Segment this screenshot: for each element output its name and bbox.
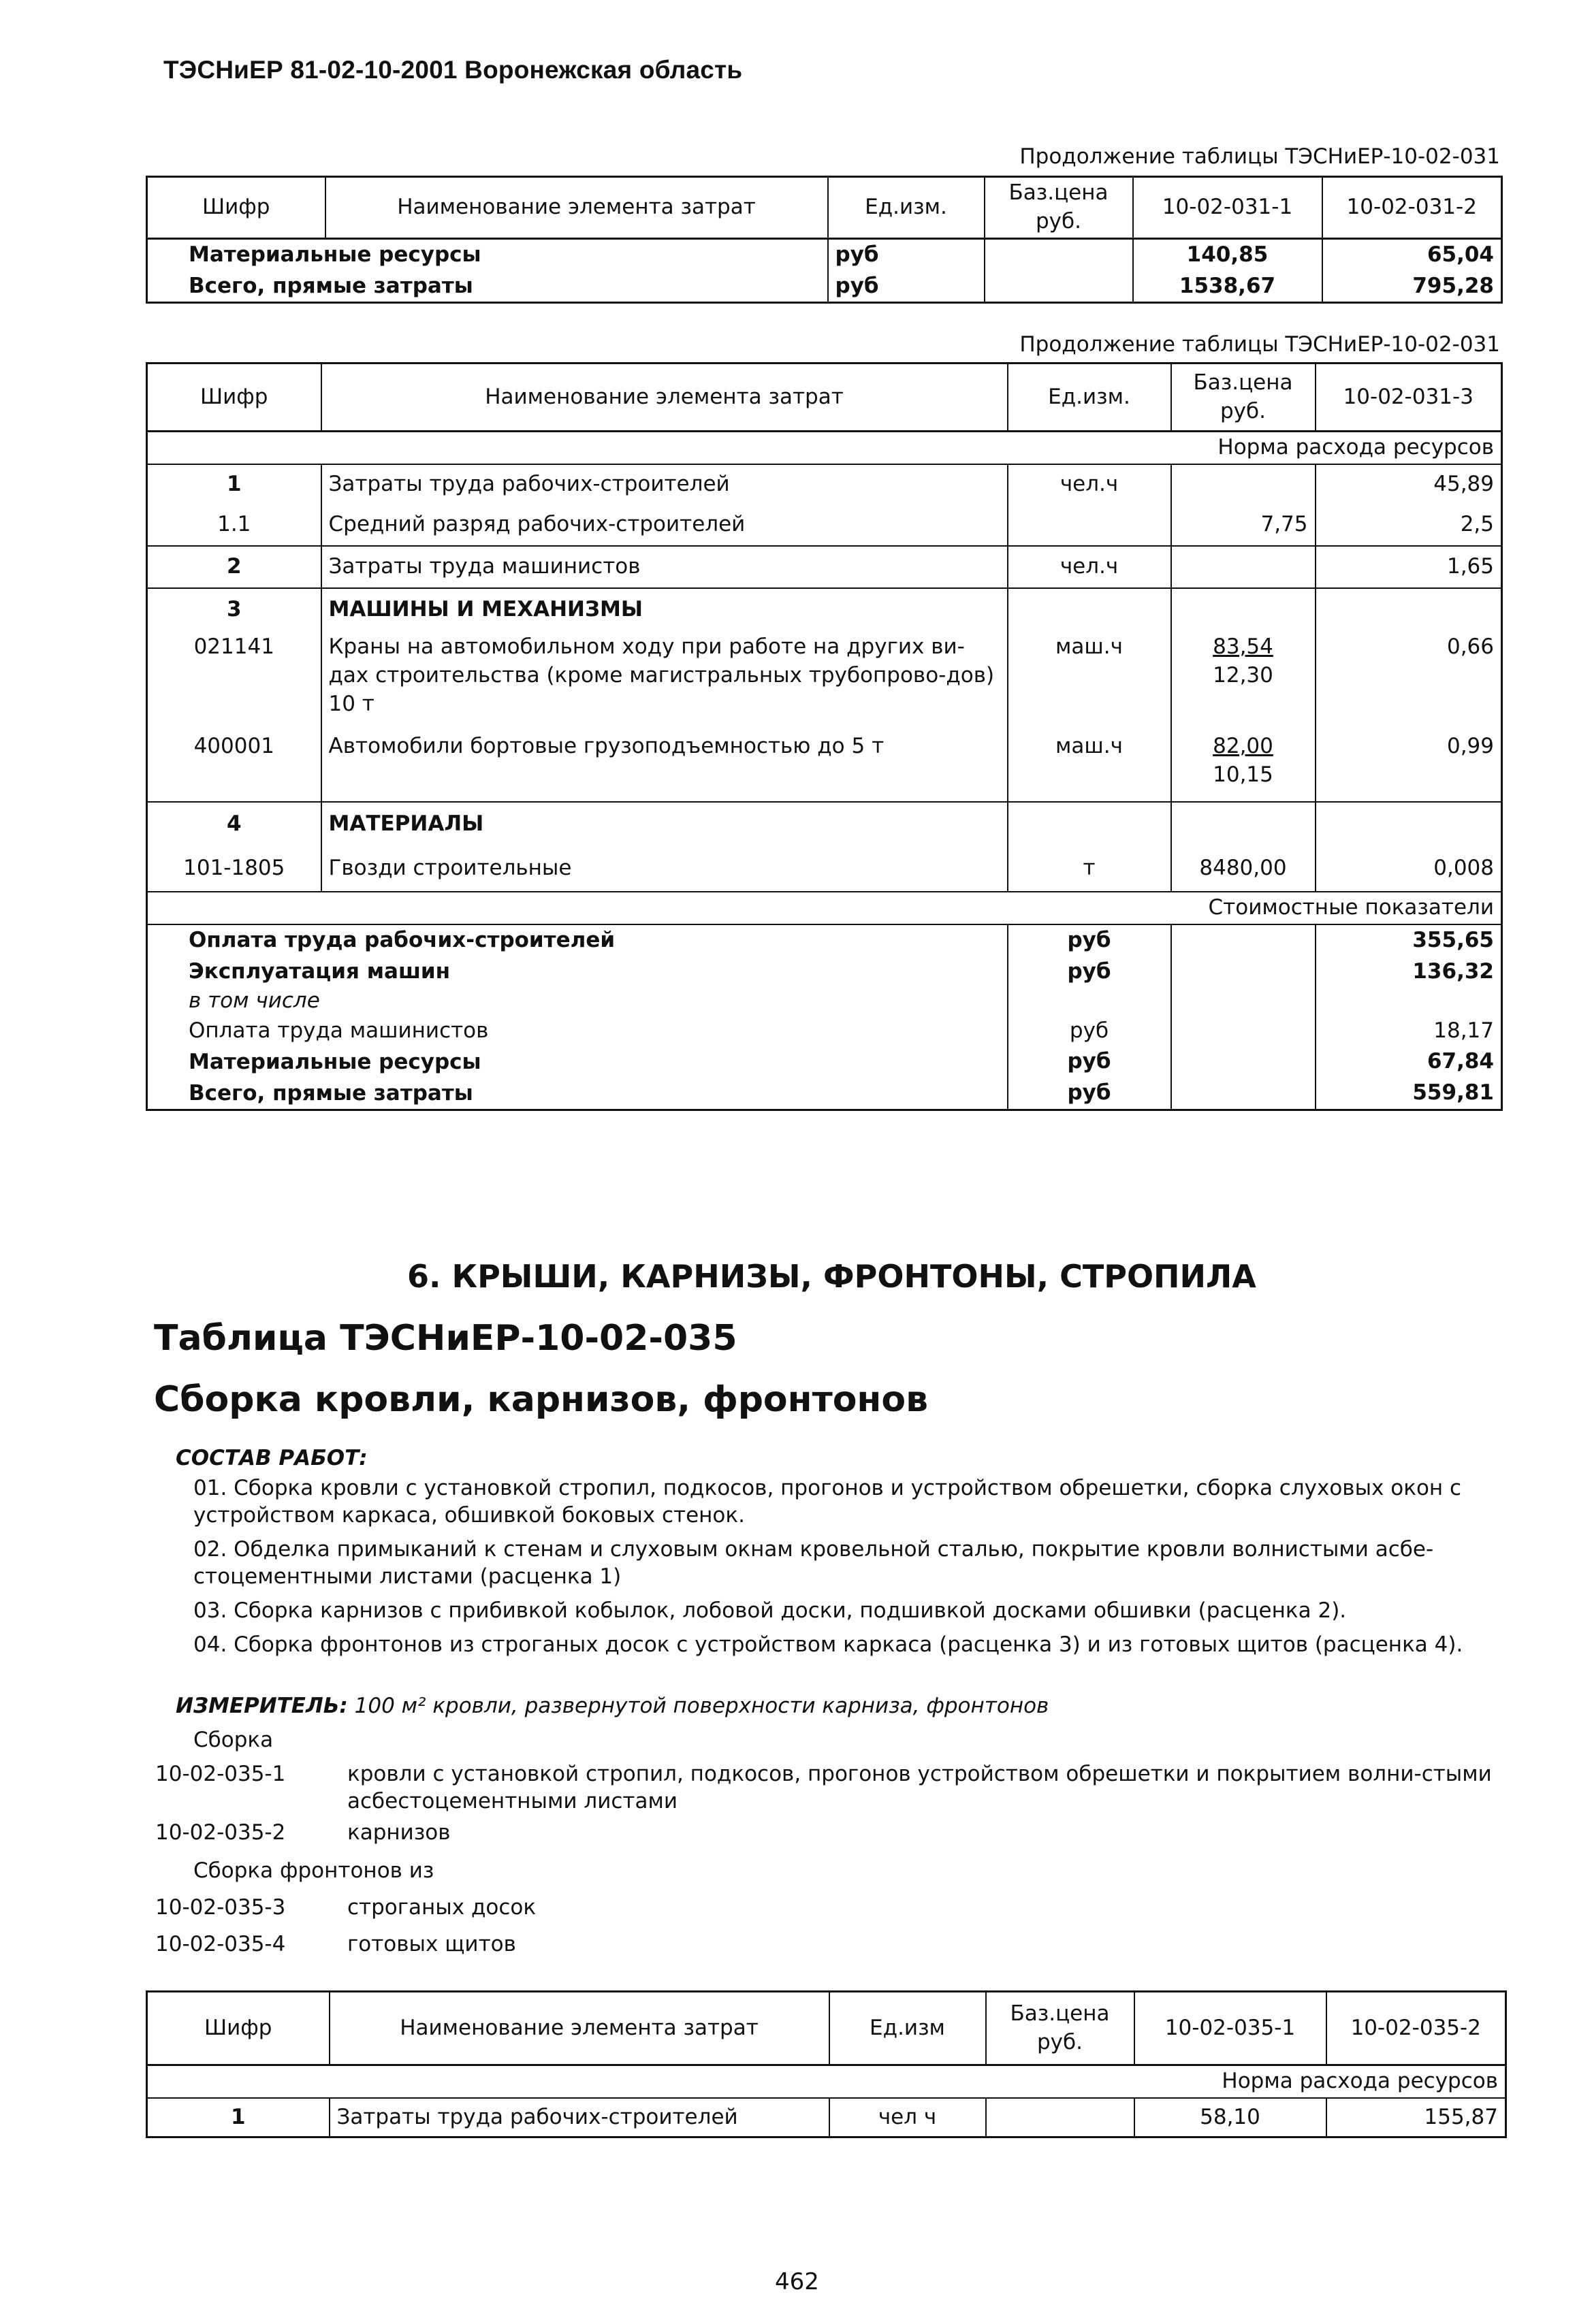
norm-label: Норма расхода ресурсов xyxy=(147,432,1502,464)
meter-text: 100 м² кровли, развернутой поверхности карниза, фронтонов xyxy=(354,1694,1049,1718)
price-sub: 10,15 xyxy=(1213,762,1273,787)
row-unit: руб xyxy=(828,238,985,270)
row-name: Оплата труда машинистов xyxy=(147,1016,1008,1047)
item-text: готовых щитов xyxy=(347,1932,516,1956)
table3-header-row xyxy=(147,1992,1506,2065)
row-unit: маш.ч xyxy=(1008,731,1171,802)
row-value: 0,008 xyxy=(1316,847,1502,892)
row-code: 3 xyxy=(147,588,321,632)
meter-line xyxy=(176,1692,1049,1720)
row-value: 355,65 xyxy=(1316,924,1502,956)
table-row xyxy=(147,847,1502,892)
cost-label: Стоимостные показатели xyxy=(147,892,1502,924)
table-row xyxy=(147,632,1502,731)
page-header: ТЭСНиЕР 81-02-10-2001 Воронежская область xyxy=(163,56,743,84)
row-price xyxy=(1171,924,1316,956)
table-row xyxy=(147,956,1502,988)
row-unit: чел.ч xyxy=(1008,464,1171,505)
row-price xyxy=(1171,632,1316,731)
table-row xyxy=(147,271,1502,303)
row-value: 67,84 xyxy=(1316,1046,1502,1078)
row-unit: маш.ч xyxy=(1008,632,1171,731)
item-code: 10-02-035-4 xyxy=(155,1932,286,1956)
row-unit: т xyxy=(1008,847,1171,892)
table2-header-row xyxy=(147,364,1502,432)
col-name: Наименование элемента затрат xyxy=(321,364,1008,432)
row-unit: руб xyxy=(1008,924,1171,956)
row-value xyxy=(1316,987,1502,1015)
row-price: 7,75 xyxy=(1171,505,1316,546)
table1-header-row xyxy=(147,177,1502,239)
table-row xyxy=(147,987,1502,1015)
row-name: Средний разряд рабочих-строителей xyxy=(321,505,1008,546)
group-label: Сборка xyxy=(193,1728,274,1752)
row-code: 2 xyxy=(147,546,321,588)
row-unit: руб xyxy=(1008,1016,1171,1047)
row-value xyxy=(1316,588,1502,632)
row-name: в том числе xyxy=(147,987,1008,1015)
row-code: 101-1805 xyxy=(147,847,321,892)
col-code: Шифр xyxy=(147,364,321,432)
table-row xyxy=(147,731,1502,802)
row-name: Эксплуатация машин xyxy=(147,956,1008,988)
row-price xyxy=(985,271,1133,303)
works-label: СОСТАВ РАБОТ: xyxy=(176,1446,368,1470)
col-unit: Ед.изм. xyxy=(1008,364,1171,432)
table-row xyxy=(147,238,1502,270)
row-name: МАТЕРИАЛЫ xyxy=(321,802,1008,847)
row-unit xyxy=(1008,987,1171,1015)
row-unit: чел.ч xyxy=(1008,546,1171,588)
row-value: 1,65 xyxy=(1316,546,1502,588)
row-v1: 58,10 xyxy=(1134,2098,1326,2137)
table1 xyxy=(146,176,1503,304)
col-price: Баз.цена руб. xyxy=(1171,364,1316,432)
group-label: Сборка фронтонов из xyxy=(193,1858,434,1883)
col-name: Наименование элемента затрат xyxy=(325,177,828,239)
row-name: Автомобили бортовые грузоподъемностью до 5 т xyxy=(321,731,1008,802)
row-v2: 795,28 xyxy=(1322,271,1502,303)
col-rate-2: 10-02-031-2 xyxy=(1322,177,1502,239)
work-item: 02. Обделка примыканий к стенам и слуховым окнам кровельной сталью, покрытие кровли волнистыми асбе-стоцементными листами (расценка 1) xyxy=(193,1537,1434,1589)
item-text: карнизов xyxy=(347,1820,451,1845)
row-price xyxy=(1171,956,1316,988)
row-value: 45,89 xyxy=(1316,464,1502,505)
table1-continuation: Продолжение таблицы ТЭСНиЕР-10-02-031 xyxy=(1019,144,1500,169)
section-heading: 6. КРЫШИ, КАРНИЗЫ, ФРОНТОНЫ, СТРОПИЛА xyxy=(407,1258,1256,1295)
page-number: 462 xyxy=(775,2268,819,2295)
row-name: Всего, прямые затраты xyxy=(147,271,828,303)
row-code: 4 xyxy=(147,802,321,847)
row-price xyxy=(1171,1016,1316,1047)
row-unit: руб xyxy=(828,271,985,303)
row-name: МАШИНЫ И МЕХАНИЗМЫ xyxy=(321,588,1008,632)
col-unit: Ед.изм xyxy=(829,1992,986,2065)
meter-label: ИЗМЕРИТЕЛЬ: xyxy=(176,1694,348,1718)
work-item: 04. Сборка фронтонов из строганых досок с устройством каркаса (расценка 3) и из готовых щитов (расценка 4). xyxy=(193,1632,1463,1657)
item-text: строганых досок xyxy=(347,1895,537,1920)
row-value: 0,66 xyxy=(1316,632,1502,731)
row-price xyxy=(1171,802,1316,847)
row-v1: 1538,67 xyxy=(1133,271,1322,303)
row-value: 0,99 xyxy=(1316,731,1502,802)
row-name: Материальные ресурсы xyxy=(147,1046,1008,1078)
work-item: 03. Сборка карнизов с прибивкой кобылок, лобовой доски, подшивкой досками обшивки (расценка 2). xyxy=(193,1598,1347,1623)
table2 xyxy=(146,362,1503,1111)
row-unit: руб xyxy=(1008,956,1171,988)
table-row xyxy=(147,546,1502,588)
table-row xyxy=(147,2098,1506,2137)
row-name: Затраты труда рабочих-строителей xyxy=(321,464,1008,505)
row-unit xyxy=(1008,505,1171,546)
price-sub: 12,30 xyxy=(1213,662,1273,688)
item-code: 10-02-035-1 xyxy=(155,1762,286,1786)
row-code: 1 xyxy=(147,464,321,505)
row-value: 2,5 xyxy=(1316,505,1502,546)
row-name: Всего, прямые затраты xyxy=(147,1078,1008,1110)
col-price: Баз.цена руб. xyxy=(986,1992,1134,2065)
row-name: Материальные ресурсы xyxy=(147,238,828,270)
table-title: Таблица ТЭСНиЕР-10-02-035 xyxy=(154,1318,737,1359)
norm-row xyxy=(147,432,1502,464)
row-value xyxy=(1316,802,1502,847)
row-value: 18,17 xyxy=(1316,1016,1502,1047)
row-price xyxy=(1171,731,1316,802)
row-name: Затраты труда рабочих-строителей xyxy=(330,2098,829,2137)
col-unit: Ед.изм. xyxy=(828,177,985,239)
row-v2: 155,87 xyxy=(1326,2098,1506,2137)
col-name: Наименование элемента затрат xyxy=(330,1992,829,2065)
row-price xyxy=(1171,464,1316,505)
col-code: Шифр xyxy=(147,1992,330,2065)
row-price xyxy=(1171,1046,1316,1078)
table-row xyxy=(147,588,1502,632)
row-price: 8480,00 xyxy=(1171,847,1316,892)
row-code: 021141 xyxy=(147,632,321,731)
row-unit: руб xyxy=(1008,1046,1171,1078)
row-code: 400001 xyxy=(147,731,321,802)
row-unit: руб xyxy=(1008,1078,1171,1110)
item-code: 10-02-035-3 xyxy=(155,1895,286,1920)
price-base: 83,54 xyxy=(1213,634,1273,659)
row-unit xyxy=(1008,802,1171,847)
table-row xyxy=(147,464,1502,505)
table2-continuation: Продолжение таблицы ТЭСНиЕР-10-02-031 xyxy=(1019,332,1500,357)
table-subtitle: Сборка кровли, карнизов, фронтонов xyxy=(154,1379,928,1420)
row-price xyxy=(986,2098,1134,2137)
row-code: 1.1 xyxy=(147,505,321,546)
table-row xyxy=(147,924,1502,956)
item-text: кровли с установкой стропил, подкосов, прогонов устройством обрешетки и покрытием волни-стыми асбестоцементными листами xyxy=(347,1762,1492,1814)
row-name: Затраты труда машинистов xyxy=(321,546,1008,588)
row-unit: чел ч xyxy=(829,2098,986,2137)
col-rate-1: 10-02-035-1 xyxy=(1134,1992,1326,2065)
col-code: Шифр xyxy=(147,177,325,239)
cost-label-row xyxy=(147,892,1502,924)
row-value: 559,81 xyxy=(1316,1078,1502,1110)
row-code: 1 xyxy=(147,2098,330,2137)
row-unit xyxy=(1008,588,1171,632)
row-name: Краны на автомобильном ходу при работе на других ви-дах строительства (кроме магистральных трубопрово-дов) 10 т xyxy=(321,632,1008,731)
row-price xyxy=(1171,546,1316,588)
row-value: 136,32 xyxy=(1316,956,1502,988)
table-row xyxy=(147,1078,1502,1110)
row-price xyxy=(1171,588,1316,632)
price-base: 82,00 xyxy=(1213,733,1273,758)
table-row xyxy=(147,1046,1502,1078)
item-code: 10-02-035-2 xyxy=(155,1820,286,1845)
table3 xyxy=(146,1990,1507,2138)
row-v2: 65,04 xyxy=(1322,238,1502,270)
table-row xyxy=(147,505,1502,546)
row-price xyxy=(1171,1078,1316,1110)
col-rate-1: 10-02-031-1 xyxy=(1133,177,1322,239)
table-row xyxy=(147,1016,1502,1047)
row-price xyxy=(1171,987,1316,1015)
row-name: Гвозди строительные xyxy=(321,847,1008,892)
row-price xyxy=(985,238,1133,270)
work-item: 01. Сборка кровли с установкой стропил, подкосов, прогонов и устройством обрешетки, сборка слуховых окон с устройством каркаса, обшивкой боковых стенок. xyxy=(193,1476,1462,1528)
row-v1: 140,85 xyxy=(1133,238,1322,270)
row-name: Оплата труда рабочих-строителей xyxy=(147,924,1008,956)
norm-label: Норма расхода ресурсов xyxy=(147,2065,1506,2098)
col-rate-3: 10-02-031-3 xyxy=(1316,364,1502,432)
col-rate-2: 10-02-035-2 xyxy=(1326,1992,1506,2065)
table-row xyxy=(147,802,1502,847)
norm-row xyxy=(147,2065,1506,2098)
col-price: Баз.цена руб. xyxy=(985,177,1133,239)
